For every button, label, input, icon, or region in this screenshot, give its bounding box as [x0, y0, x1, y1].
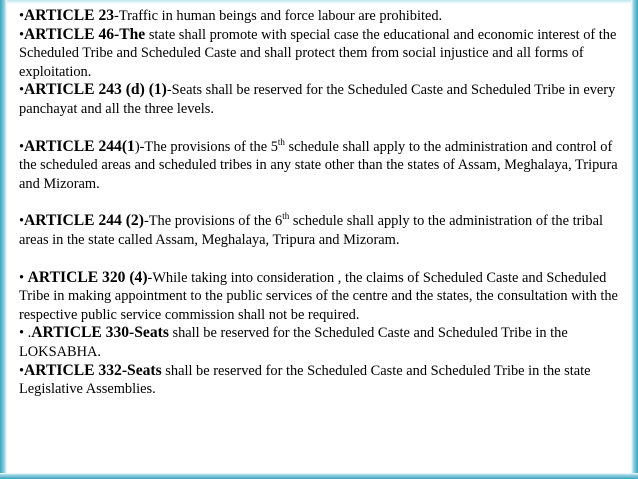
bullet: • — [19, 8, 25, 24]
article-item — [19, 138, 623, 194]
bullet: • — [19, 138, 25, 155]
article-heading: ARTICLE 23 — [24, 7, 115, 24]
article-text: shall be reserved for the Scheduled Caste and Scheduled Tribe in the state Legislative Assemblies. — [19, 362, 591, 398]
article-text: -Traffic in human beings and force labour are prohibited. — [114, 8, 443, 24]
article-list — [19, 7, 623, 399]
article-item — [19, 26, 623, 82]
article-heading: ARTICLE 46-The — [24, 25, 146, 43]
article-heading: ARTICLE 244(1 — [24, 137, 135, 155]
spacer — [19, 193, 623, 212]
article-item — [19, 324, 623, 361]
article-item — [19, 362, 623, 399]
article-text: -The provisions of the 6 — [143, 213, 283, 230]
spacer — [19, 119, 623, 138]
article-heading: ARTICLE 244 (2) — [24, 212, 144, 230]
article-text: state shall promote with special case the educational and economic interest of the Scheduled Tribe and Scheduled Caste and shall protect them from social injustice and all forms of exploitation. — [19, 26, 617, 80]
article-heading: ARTICLE 320 (4) — [27, 268, 148, 286]
superscript: th — [277, 136, 285, 147]
slide-frame-bottom — [0, 473, 638, 479]
article-item — [19, 7, 623, 26]
bullet: • — [19, 82, 25, 99]
article-text: shall be reserved for the Scheduled Caste and Scheduled Tribe in the LOKSABHA. — [19, 325, 568, 360]
bullet: • — [19, 26, 25, 43]
article-heading: ARTICLE 332-Seats — [24, 361, 162, 379]
bullet: • — [19, 269, 25, 286]
bullet-prefix: . — [24, 325, 32, 342]
article-text: -While taking into consideration , the claims of Scheduled Caste and Scheduled Tribe in making appointment to the public services of the centre and the states, the consultation with the respective public service commission shall not be required. — [19, 269, 618, 323]
superscript: th — [282, 211, 290, 222]
article-text: schedule shall apply to the administration and control of the scheduled areas and scheduled tribes in any state other than the states of Assam, Meghalaya, Tripura and Mizoram. — [19, 138, 618, 192]
slide-frame-right — [631, 0, 638, 479]
bullet: • — [19, 362, 25, 379]
slide-frame-top — [0, 0, 638, 4]
article-item — [19, 269, 623, 325]
article-text: -Seats shall be reserved for the Scheduled Caste and Scheduled Tribe in every panchayat and all the three levels. — [19, 82, 616, 117]
spacer — [19, 250, 623, 269]
article-text: schedule shall apply to the administration of the tribal areas in the state called Assam, Meghalaya, Tripura and Mizoram. — [19, 213, 603, 248]
article-text: )-The provisions of the 5 — [134, 138, 278, 155]
slide-frame-left — [0, 0, 7, 479]
bullet: • — [19, 325, 25, 342]
bullet: • — [19, 213, 25, 230]
article-heading: ARTICLE 330-Seats — [31, 324, 169, 342]
article-item — [19, 81, 623, 118]
article-heading: ARTICLE 243 (d) (1) — [24, 81, 167, 99]
article-item — [19, 212, 623, 249]
